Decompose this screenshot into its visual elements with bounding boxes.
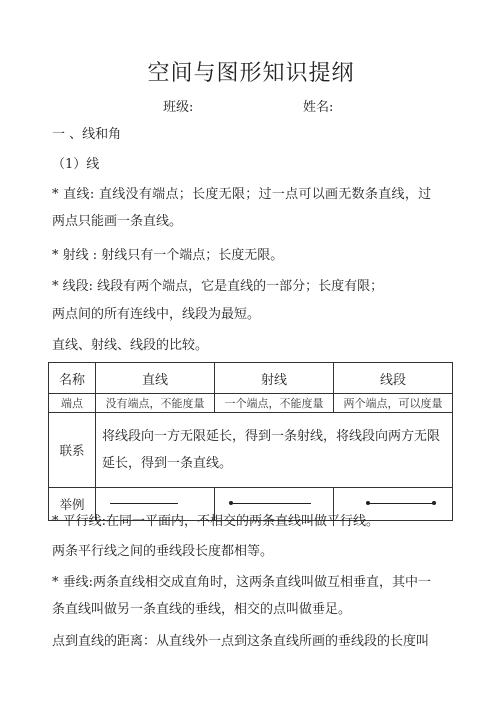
text-line: * 平行线:在同一平面内，不相交的两条直线叫做平行线。 bbox=[52, 514, 380, 529]
table-header-cell: 名称 bbox=[49, 363, 96, 394]
text-line: 点到直线的距离：从直线外一点到这条直线所画的垂线段的长度叫 bbox=[52, 634, 430, 649]
text-line: 条直线叫做另一条直线的垂线，相交的点叫做垂足。 bbox=[52, 602, 352, 617]
text-line: 两条平行线之间的垂线段长度都相等。 bbox=[52, 544, 274, 559]
table-cell: 一个端点，不能度量 bbox=[215, 394, 334, 413]
table-header-row bbox=[49, 363, 453, 394]
table-header-cell: 直线 bbox=[96, 363, 215, 394]
ray-bar bbox=[231, 503, 311, 504]
table-cell: 举例 bbox=[49, 488, 96, 521]
table-row bbox=[49, 413, 453, 488]
class-label: 班级: bbox=[163, 100, 194, 115]
table-cell: 联系 bbox=[49, 413, 96, 488]
text-line: 直线、射线、线段的比较。 bbox=[52, 338, 209, 353]
segment-bar bbox=[368, 503, 434, 504]
table-cell: 端点 bbox=[49, 394, 96, 413]
text-line: * 直线: 直线没有端点；长度无限；过一点可以画无数条直线，过 bbox=[52, 187, 432, 202]
segment-figure bbox=[334, 497, 452, 511]
table-header-cell: 线段 bbox=[334, 363, 453, 394]
table-header-cell: 射线 bbox=[215, 363, 334, 394]
ray-figure bbox=[215, 497, 333, 511]
text-line: 两点间的所有连线中，线段为最短。 bbox=[52, 307, 261, 322]
comparison-table bbox=[48, 362, 453, 521]
name-label: 姓名: bbox=[303, 100, 334, 115]
text-line: * 线段: 线段有两个端点，它是直线的一部分；长度有限； bbox=[52, 279, 384, 294]
table-cell: 两个端点，可以度量 bbox=[334, 394, 453, 413]
table-cell: 没有端点，不能度量 bbox=[96, 394, 215, 413]
text-line: * 垂线:两条直线相交成直角时，这两条直线叫做互相垂直，其中一 bbox=[52, 575, 432, 590]
page-title: 空间与图形知识提纲 bbox=[147, 61, 355, 86]
table-cell: 将线段向一方无限延长，得到一条射线，将线段向两方无限延长，得到一条直线。 bbox=[96, 413, 453, 488]
segment-endpoint-right bbox=[432, 501, 436, 505]
text-line: * 射线 : 射线只有一个端点；长度无限。 bbox=[52, 248, 284, 263]
text-line: 两点只能画一条直线。 bbox=[52, 214, 183, 229]
subsection-heading: （1）线 bbox=[52, 157, 100, 172]
table-row bbox=[49, 394, 453, 413]
section-heading: 一 、线和角 bbox=[52, 127, 122, 142]
line-figure bbox=[96, 497, 214, 511]
line-bar bbox=[110, 503, 178, 504]
